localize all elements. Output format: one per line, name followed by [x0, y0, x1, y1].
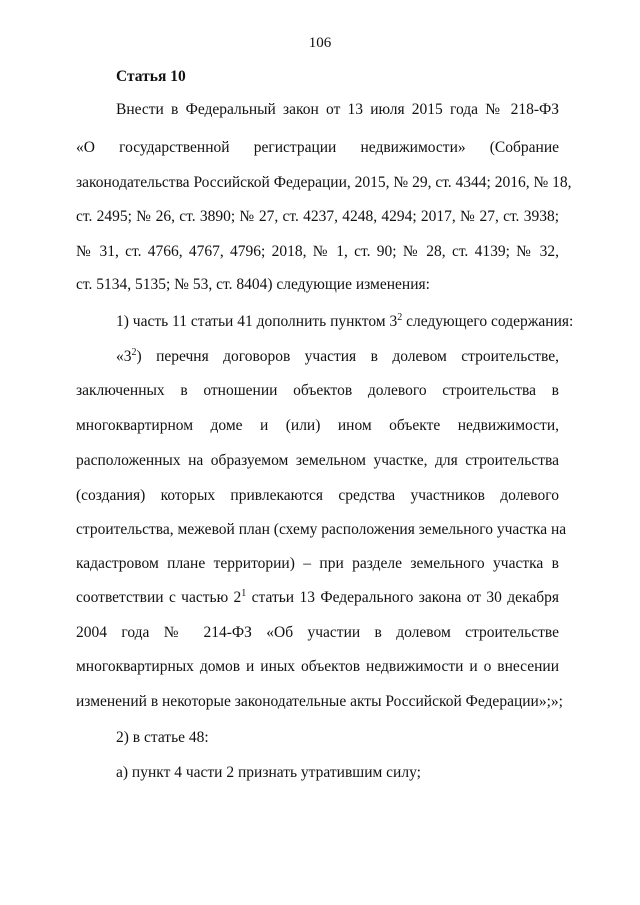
quote-line: многоквартирном доме и (или) ином объекте недвижимости,	[76, 417, 559, 434]
quote-first-line: «$3^2$) перечня договоров участия в долевом строительстве,	[116, 347, 559, 365]
quote-line: 2004 года № 214-ФЗ «Об участии в долевом строительстве	[76, 624, 559, 641]
paragraph-line: № 31, ст. 4766, 4767, 4796; 2018, № 1, ст. 90; № 28, ст. 4139; № 32,	[76, 243, 559, 260]
item-2-line: 2) в статье 48:	[116, 729, 209, 746]
quote-line: многоквартирных домов и иных объектов недвижимости и о внесении	[76, 658, 559, 675]
paragraph-line: ст. 2495; № 26, ст. 3890; № 27, ст. 4237, 4248, 4294; 2017, № 27, ст. 3938;	[76, 208, 559, 225]
quote-line: изменений в некоторые законодательные акты Российской Федерации»;»;	[76, 693, 563, 710]
item-2a-line: а) пункт 4 части 2 признать утратившим силу;	[116, 764, 421, 781]
quote-line: (создания) которых привлекаются средства участников долевого	[76, 487, 559, 504]
quote-line: заключенных в отношении объектов долевого строительства в	[76, 382, 559, 399]
item-1-line: 1) часть 11 статьи 41 дополнить пунктом $3^2$ следующего содержания:	[116, 312, 574, 330]
quote-mid-line: соответствии с частью $2^1$ статьи 13 Федерального закона от 30 декабря	[76, 588, 559, 606]
quote-line: расположенных на образуемом земельном участке, для строительства	[76, 452, 559, 469]
quote-line: строительства, межевой план (схему расположения земельного участка на	[76, 521, 567, 538]
paragraph-line: «О государственной регистрации недвижимости» (Собрание	[76, 139, 559, 156]
quote-line: кадастровом плане территории) – при разделе земельного участка в	[76, 555, 559, 572]
paragraph-line: законодательства Российской Федерации, 2015, № 29, ст. 4344; 2016, № 18,	[76, 174, 572, 191]
page-number: 106	[308, 35, 332, 51]
paragraph-line: ст. 5134, 5135; № 53, ст. 8404) следующие изменения:	[76, 276, 430, 293]
paragraph-line: Внести в Федеральный закон от 13 июля 2015 года № 218-ФЗ	[116, 101, 559, 118]
article-heading: Статья 10	[116, 68, 186, 85]
